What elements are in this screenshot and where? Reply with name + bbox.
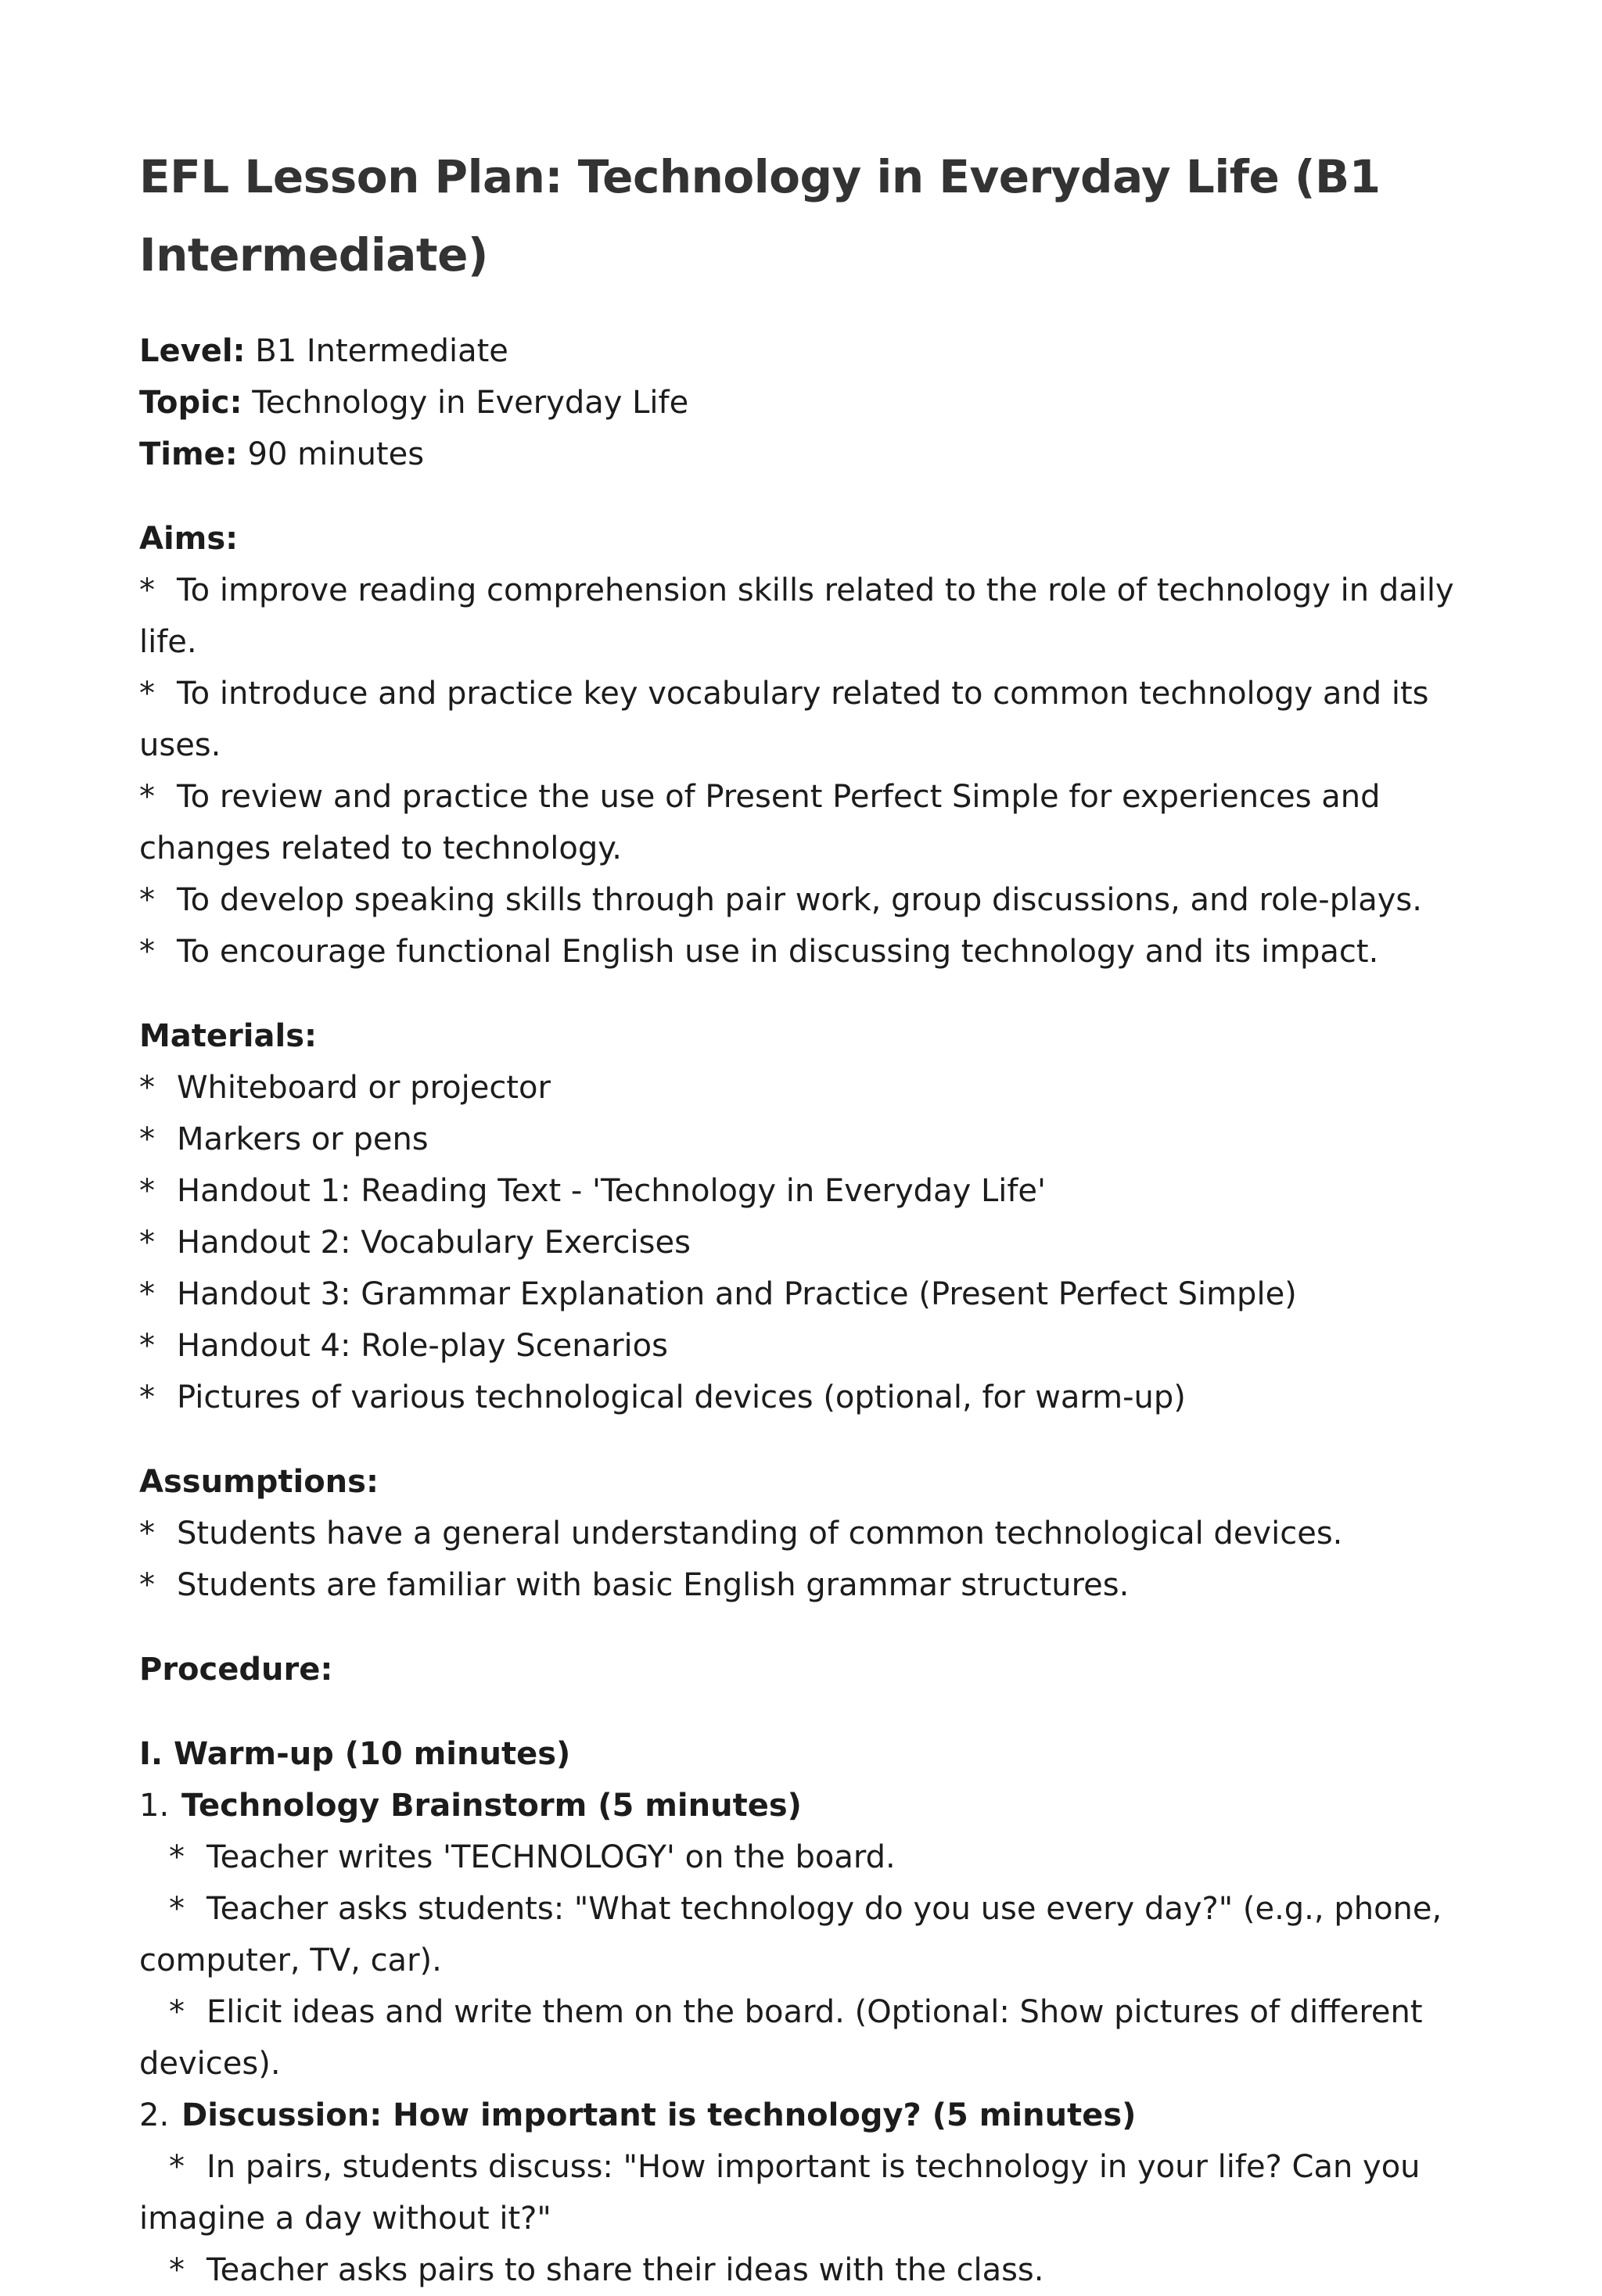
step-number: 1. [139,1788,170,1824]
topic-line [139,377,1485,429]
bullet-marker: * [169,1994,185,2030]
lesson-plan-page [139,138,1485,2296]
step-point-text: Teacher asks students: "What technology do you use every day?" (e.g., phone, computer, TV, car). [139,1891,1442,1979]
bullet-marker: * [139,1173,155,1209]
materials-item [139,1372,1485,1423]
materials-item-text: Handout 4: Role-play Scenarios [177,1328,668,1364]
level-label: Level: [139,333,246,369]
procedure-step-point [139,1986,1485,2090]
bullet-marker: * [169,1891,185,1927]
bullet-marker: * [139,1516,155,1552]
procedure-step-point [139,2141,1485,2244]
aims-item [139,565,1485,668]
materials-heading: Materials: [139,1018,317,1054]
step-point-text: In pairs, students discuss: "How important is technology in your life? Can you imagine a day without it?" [139,2149,1421,2237]
materials-item-text: Pictures of various technological devices (optional, for warm-up) [177,1379,1186,1415]
procedure-step-heading [139,2090,1485,2141]
materials-item-text: Handout 1: Reading Text - 'Technology in Everyday Life' [177,1173,1047,1209]
assumptions-item-text: Students have a general understanding of common technological devices. [177,1516,1343,1552]
bullet-marker: * [139,1379,155,1415]
step-title: Technology Brainstorm (5 minutes) [181,1788,802,1824]
step-title: Discussion: How important is technology? (5 minutes) [181,2097,1137,2133]
procedure-step-point [139,1831,1485,1883]
materials-item [139,1320,1485,1372]
bullet-marker: * [139,779,155,815]
procedure-step-point [139,2244,1485,2296]
bullet-marker: * [169,2149,185,2185]
assumptions-item [139,1559,1485,1611]
level-value: B1 Intermediate [245,333,508,369]
materials-section [139,1010,1485,1423]
bullet-marker: * [139,1567,155,1603]
assumptions-heading: Assumptions: [139,1464,379,1500]
aims-section [139,513,1485,978]
bullet-marker: * [139,934,155,970]
aims-item-text: To improve reading comprehension skills related to the role of technology in daily life. [139,572,1454,660]
materials-item-text: Handout 2: Vocabulary Exercises [177,1225,691,1261]
procedure-heading: Procedure: [139,1652,333,1688]
procedure-step-heading [139,1780,1485,1831]
aims-item [139,926,1485,978]
materials-item [139,1165,1485,1217]
bullet-marker: * [139,1328,155,1364]
materials-item [139,1217,1485,1268]
bullet-marker: * [139,572,155,608]
level-line [139,325,1485,377]
aims-item [139,874,1485,926]
time-value: 90 minutes [237,436,425,472]
materials-item-text: Whiteboard or projector [177,1070,551,1106]
aims-item-text: To review and practice the use of Present Perfect Simple for experiences and changes related to technology. [139,779,1381,866]
procedure-step-point [139,1883,1485,1986]
time-label: Time: [139,436,238,472]
step-point-text: Teacher writes 'TECHNOLOGY' on the board. [207,1839,896,1875]
step-point-text: Teacher asks pairs to share their ideas with the class. [207,2252,1044,2288]
assumptions-item-text: Students are familiar with basic English grammar structures. [177,1567,1130,1603]
aims-item-text: To develop speaking skills through pair work, group discussions, and role-plays. [177,882,1422,918]
step-number: 2. [139,2097,170,2133]
warmup-stage-heading: I. Warm-up (10 minutes) [139,1736,571,1772]
bullet-marker: * [139,676,155,712]
aims-item [139,668,1485,771]
materials-item [139,1062,1485,1114]
page-title: EFL Lesson Plan: Technology in Everyday Life (B1 Intermediate) [139,150,1381,282]
materials-item [139,1114,1485,1165]
aims-heading: Aims: [139,521,239,557]
assumptions-section [139,1456,1485,1611]
bullet-marker: * [139,1276,155,1312]
bullet-marker: * [139,1070,155,1106]
bullet-marker: * [169,1839,185,1875]
materials-item-text: Handout 3: Grammar Explanation and Practice (Present Perfect Simple) [177,1276,1297,1312]
bullet-marker: * [169,2252,185,2288]
aims-item-text: To encourage functional English use in discussing technology and its impact. [177,934,1379,970]
bullet-marker: * [139,1121,155,1157]
materials-item-text: Markers or pens [177,1121,429,1157]
procedure-section [139,1644,1485,2296]
topic-label: Topic: [139,385,242,421]
step-point-text: Elicit ideas and write them on the board. (Optional: Show pictures of different devices). [139,1994,1423,2082]
aims-item-text: To introduce and practice key vocabulary related to common technology and its uses. [139,676,1429,763]
time-line [139,429,1485,480]
materials-item [139,1268,1485,1320]
assumptions-item [139,1508,1485,1559]
topic-value: Technology in Everyday Life [242,385,689,421]
bullet-marker: * [139,882,155,918]
bullet-marker: * [139,1225,155,1261]
aims-item [139,771,1485,874]
